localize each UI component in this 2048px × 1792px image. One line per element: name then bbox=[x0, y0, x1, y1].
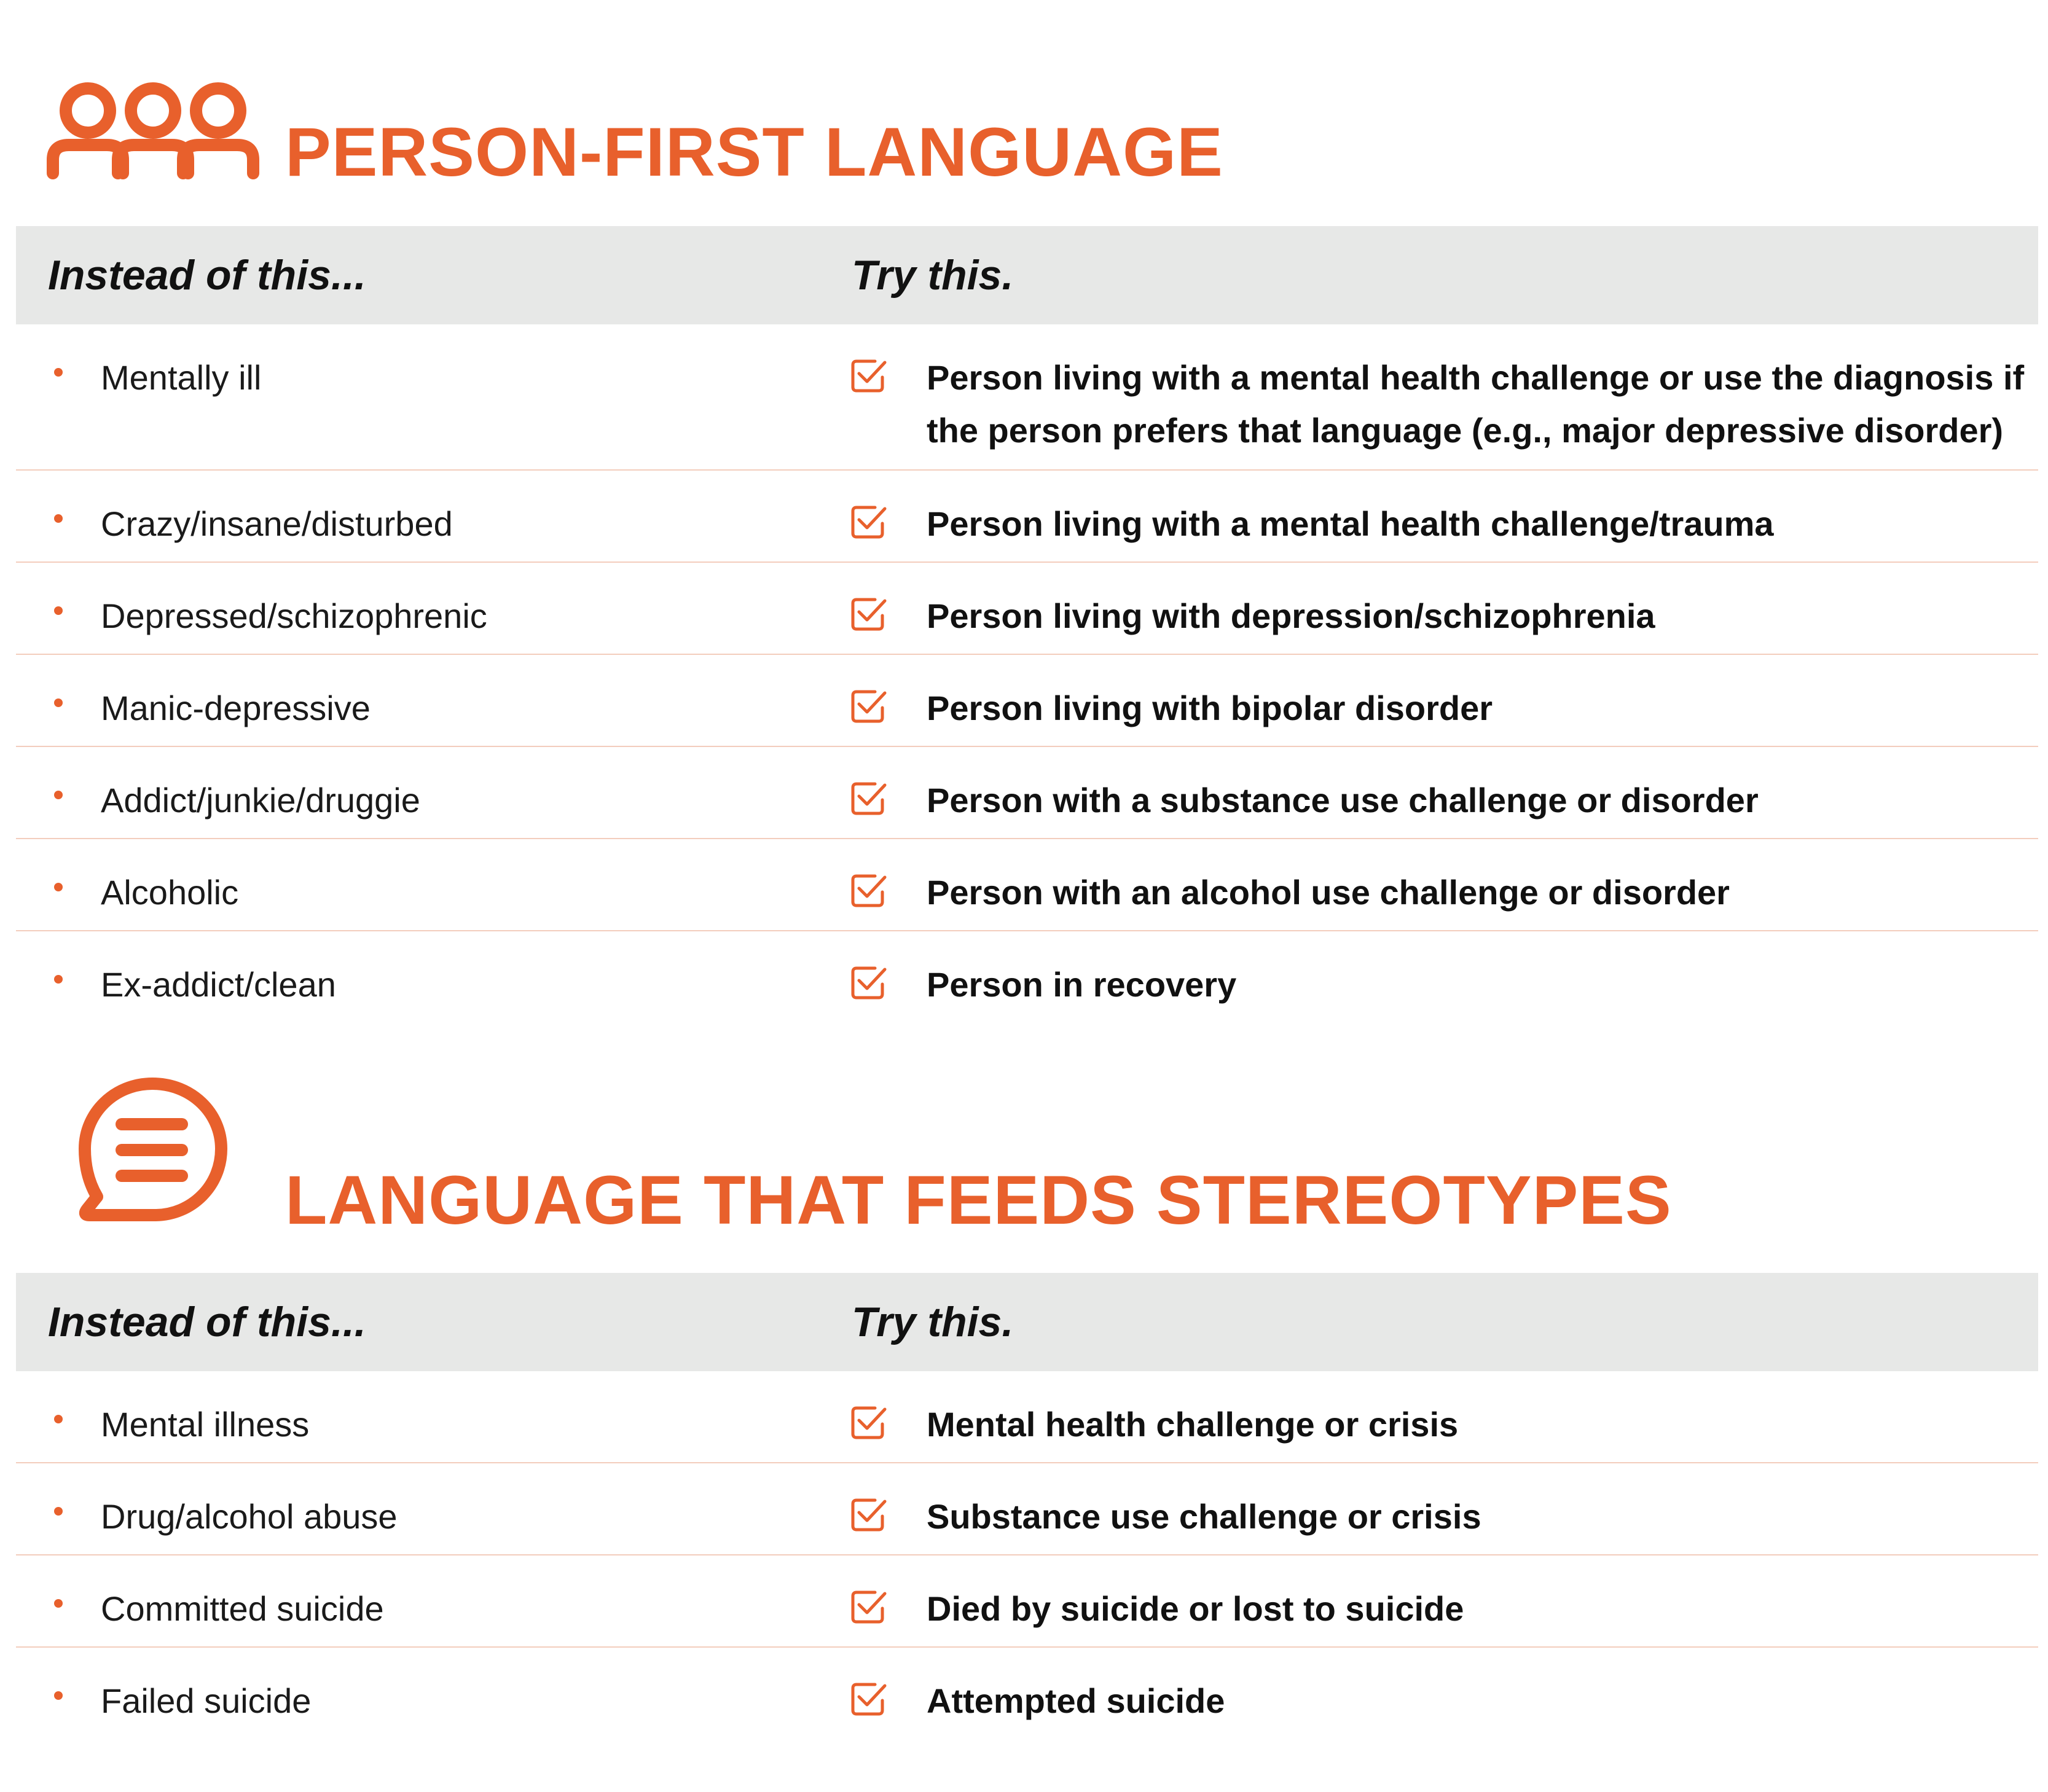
stereotypes-table bbox=[16, 1273, 2038, 1740]
checkbox-checked-icon bbox=[848, 962, 889, 1003]
preferred-term: Mental health challenge or crisis bbox=[927, 1405, 1459, 1444]
header-try-this: Try this. bbox=[852, 1299, 1014, 1345]
bullet-icon bbox=[54, 883, 63, 891]
preferred-term: Died by suicide or lost to suicide bbox=[927, 1589, 1464, 1628]
old-term: Ex-addict/clean bbox=[101, 965, 336, 1004]
preferred-term: Person with an alcohol use challenge or disorder bbox=[927, 873, 1730, 912]
header-instead-of: Instead of this... bbox=[48, 252, 366, 299]
bullet-icon bbox=[54, 1415, 63, 1423]
old-term: Depressed/schizophrenic bbox=[101, 597, 487, 635]
table-row bbox=[16, 563, 2038, 655]
table-row bbox=[16, 1648, 2038, 1740]
checkbox-checked-icon bbox=[848, 355, 889, 396]
old-term: Addict/junkie/druggie bbox=[101, 781, 420, 820]
table-row bbox=[16, 655, 2038, 747]
preferred-term: Person living with a mental health challenge/trauma bbox=[927, 504, 1774, 543]
bullet-icon bbox=[54, 1507, 63, 1516]
table-row bbox=[16, 931, 2038, 1023]
checkbox-checked-icon bbox=[848, 1494, 889, 1535]
bullet-icon bbox=[54, 791, 63, 799]
old-term: Crazy/insane/disturbed bbox=[101, 504, 453, 543]
preferred-term: Person in recovery bbox=[927, 965, 1237, 1004]
speech-bubble-icon bbox=[76, 1076, 229, 1224]
old-term: Mentally ill bbox=[101, 358, 262, 397]
checkbox-checked-icon bbox=[848, 1678, 889, 1719]
preferred-term: Attempted suicide bbox=[927, 1681, 1225, 1720]
table-header bbox=[16, 1273, 2038, 1371]
checkbox-checked-icon bbox=[848, 778, 889, 818]
bullet-icon bbox=[54, 514, 63, 523]
preferred-term: Person living with depression/schizophrenia bbox=[927, 597, 1655, 635]
preferred-term: Substance use challenge or crisis bbox=[927, 1497, 1481, 1536]
preferred-term: Person living with bipolar disorder bbox=[927, 689, 1493, 727]
bullet-icon bbox=[54, 1691, 63, 1700]
bullet-icon bbox=[54, 606, 63, 615]
section-title-stereotypes: LANGUAGE THAT FEEDS STEREOTYPES bbox=[285, 1162, 1672, 1238]
table-row bbox=[16, 324, 2038, 471]
header-instead-of: Instead of this... bbox=[48, 1299, 366, 1345]
table-row bbox=[16, 1463, 2038, 1555]
checkbox-checked-icon bbox=[848, 501, 889, 542]
bullet-icon bbox=[54, 698, 63, 707]
old-term: Alcoholic bbox=[101, 873, 239, 912]
checkbox-checked-icon bbox=[848, 686, 889, 726]
old-term: Committed suicide bbox=[101, 1589, 384, 1628]
old-term: Failed suicide bbox=[101, 1681, 312, 1720]
table-row bbox=[16, 1371, 2038, 1463]
bullet-icon bbox=[54, 975, 63, 984]
people-group-icon bbox=[47, 81, 259, 179]
table-row bbox=[16, 1555, 2038, 1648]
table-header bbox=[16, 226, 2038, 324]
checkbox-checked-icon bbox=[848, 1586, 889, 1627]
preferred-term: Person living with a mental health challenge or use the diagnosis if the person prefers that language (e.g., major depressive disorder) bbox=[927, 358, 2025, 450]
header-try-this: Try this. bbox=[852, 252, 1014, 299]
table-row bbox=[16, 839, 2038, 931]
checkbox-checked-icon bbox=[848, 870, 889, 910]
old-term: Mental illness bbox=[101, 1405, 310, 1444]
bullet-icon bbox=[54, 1599, 63, 1608]
preferred-term: Person with a substance use challenge or disorder bbox=[927, 781, 1759, 820]
checkbox-checked-icon bbox=[848, 1402, 889, 1442]
person-first-table bbox=[16, 226, 2038, 1023]
table-row bbox=[16, 747, 2038, 839]
section-title-person-first: PERSON-FIRST LANGUAGE bbox=[285, 114, 1223, 190]
bullet-icon bbox=[54, 368, 63, 377]
old-term: Manic-depressive bbox=[101, 689, 371, 727]
table-row bbox=[16, 471, 2038, 563]
checkbox-checked-icon bbox=[848, 593, 889, 634]
old-term: Drug/alcohol abuse bbox=[101, 1497, 398, 1536]
